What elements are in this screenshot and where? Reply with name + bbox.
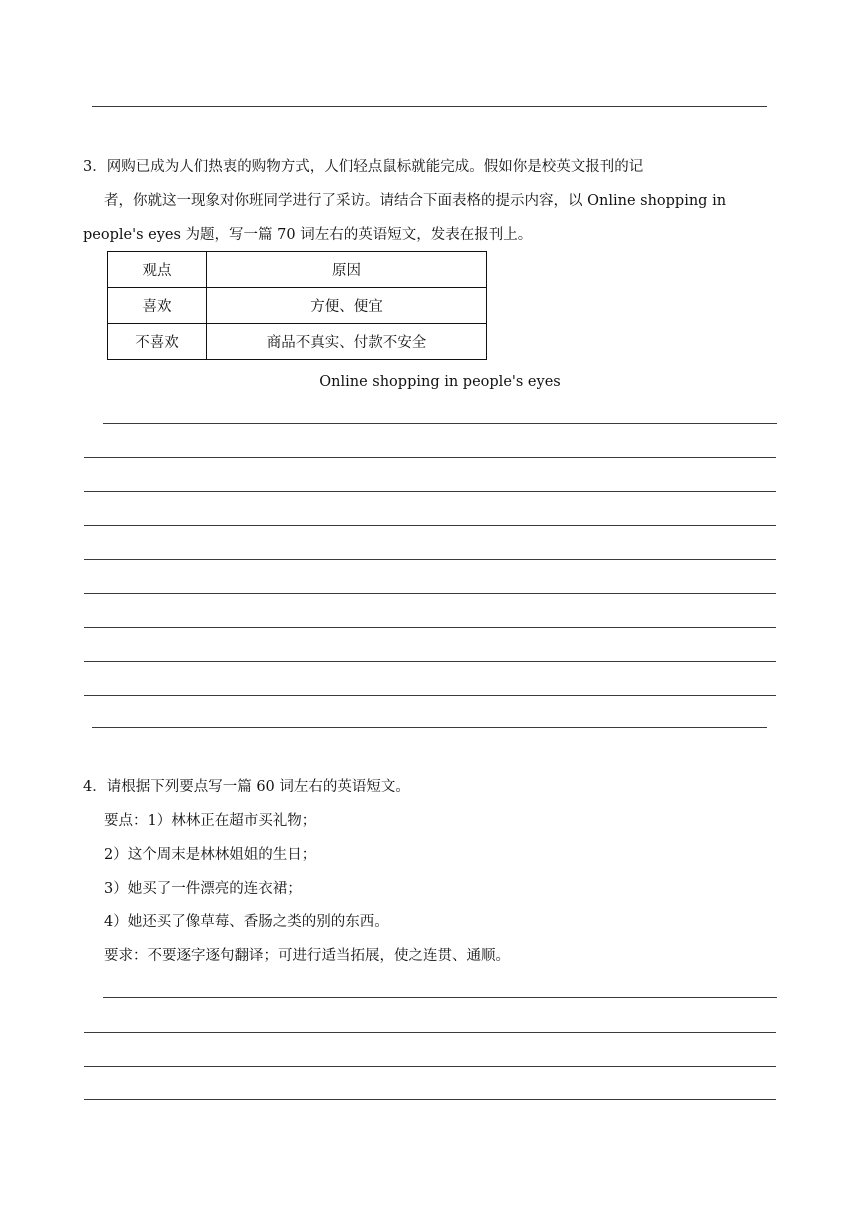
- q4-point-1: 要点：1）林林正在超市买礼物；: [104, 813, 317, 829]
- answer-line: [92, 727, 767, 728]
- answer-line: [103, 423, 777, 424]
- answer-line: [84, 695, 776, 696]
- answer-line: [84, 491, 776, 492]
- q3-prompt-line2: 者，你就这一现象对你班同学进行了采访。请结合下面表格的提示内容，以 Online shopping in: [104, 193, 727, 209]
- table-cell: 喜欢: [108, 288, 207, 324]
- answer-line: [84, 593, 776, 594]
- answer-line: [84, 1032, 776, 1033]
- table-row: [108, 288, 487, 324]
- q3-prompt-line1: 3．网购已成为人们热衷的购物方式，人们轻点鼠标就能完成。假如你是校英文报刊的记: [83, 159, 644, 175]
- answer-line: [103, 997, 777, 998]
- answer-line: [84, 1066, 776, 1067]
- answer-line: [84, 559, 776, 560]
- q4-point-4: 4）她还买了像草莓、香肠之类的别的东西。: [104, 914, 389, 930]
- table-cell: 方便、便宜: [207, 288, 487, 324]
- table-row: [108, 324, 487, 360]
- answer-line: [84, 457, 776, 458]
- table-header-cell: 观点: [108, 252, 207, 288]
- answer-line: [84, 661, 776, 662]
- answer-line: [92, 106, 767, 107]
- q4-point-3: 3）她买了一件漂亮的连衣裙；: [104, 881, 302, 897]
- q3-prompt-line3: people's eyes 为题，写一篇 70 词左右的英语短文，发表在报刊上。: [83, 227, 533, 243]
- q3-tips-table: [107, 251, 487, 360]
- answer-line: [84, 627, 776, 628]
- q4-requirement: 要求：不要逐字逐句翻译；可进行适当拓展，使之连贯、通顺。: [104, 948, 510, 964]
- answer-line: [84, 525, 776, 526]
- answer-line: [84, 1099, 776, 1100]
- table-cell: 不喜欢: [108, 324, 207, 360]
- q3-essay-title: Online shopping in people's eyes: [319, 374, 561, 390]
- table-header-cell: 原因: [207, 252, 487, 288]
- q4-prompt-line1: 4．请根据下列要点写一篇 60 词左右的英语短文。: [83, 779, 410, 795]
- q4-point-2: 2）这个周末是林林姐姐的生日；: [104, 847, 317, 863]
- table-row: [108, 252, 487, 288]
- table-cell: 商品不真实、付款不安全: [207, 324, 487, 360]
